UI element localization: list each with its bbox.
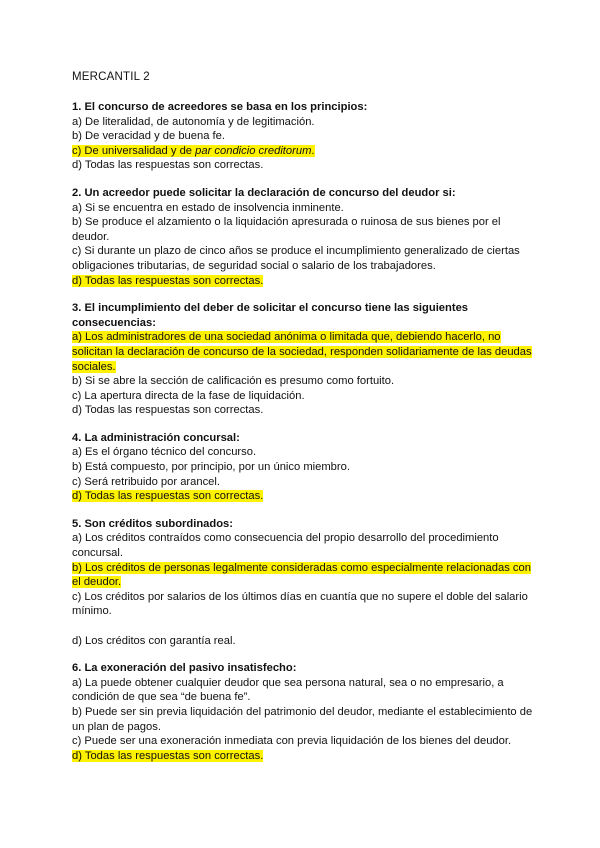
highlighted-answer: d) Todas las respuestas son correctas. (72, 274, 264, 287)
highlighted-answer: b) Los créditos de personas legalmente consideradas como especialmente relacionadas con el deudor. (72, 561, 531, 589)
answer-c: c) Será retribuido por arancel. (72, 475, 220, 488)
question-4 (72, 431, 534, 504)
answer-c: c) Si durante un plazo de cinco años se produce el incumplimiento generalizado de ciertas obligaciones tributarias, de seguridad social o salario de los trabajadores. (72, 245, 520, 272)
question-6 (72, 661, 534, 763)
answer-d: d) Todas las respuestas son correctas. (72, 159, 264, 172)
answer-c: c) Los créditos por salarios de los últimos días en cuantía que no supere el doble del salario mínimo. (72, 590, 528, 618)
answer-c-italic: par condicio creditorum (195, 144, 312, 157)
question-2 (72, 186, 534, 288)
highlighted-answer: d) Todas las respuestas son correctas. (72, 749, 264, 762)
answer-a: a) La puede obtener cualquier deudor que sea persona natural, sea o no empresario, a condición de que sea “de buena fe”. (72, 676, 504, 704)
answer-d: d) Los créditos con garantía real. (72, 634, 236, 647)
answer-b (72, 561, 534, 590)
question-title: 6. La exoneración del pasivo insatisfecho: (72, 662, 297, 675)
question-3 (72, 301, 534, 418)
answer-d (72, 749, 534, 764)
question-title: 5. Son créditos subordinados: (72, 517, 233, 530)
answer-a (72, 330, 534, 374)
answer-a: a) Los créditos contraídos como consecuencia del propio desarrollo del procedimiento concursal. (72, 532, 499, 560)
question-list (72, 100, 534, 776)
blank-line (72, 619, 534, 634)
question-title: 2. Un acreedor puede solicitar la declaración de concurso del deudor si: (72, 186, 456, 199)
answer-c: c) La apertura directa de la fase de liquidación. (72, 389, 305, 402)
answer-b: b) De veracidad y de buena fe. (72, 130, 225, 143)
highlighted-answer (72, 145, 315, 157)
document-title: MERCANTIL 2 (72, 71, 150, 83)
question-title: 3. El incumplimiento del deber de solicitar el concurso tiene las siguientes consecuencias: (72, 302, 469, 329)
answer-c: c) Puede ser una exoneración inmediata con previa liquidación de los bienes del deudor. (72, 735, 512, 748)
question-title: 4. La administración concursal: (72, 431, 240, 444)
answer-b: b) Puede ser sin previa liquidación del patrimonio del deudor, mediante el establecimiento de un plan de pagos. (72, 705, 533, 733)
question-1 (72, 100, 534, 173)
answer-c-text: c) De universalidad y de (72, 144, 196, 157)
answer-a: a) Si se encuentra en estado de insolvencia inminente. (72, 201, 344, 214)
answer-b: b) Si se abre la sección de calificación es presumo como fortuito. (72, 375, 395, 388)
answer-a: a) De literalidad, de autonomía y de legitimación. (72, 115, 315, 128)
answer-d (72, 489, 534, 504)
highlighted-answer: d) Todas las respuestas son correctas. (72, 490, 264, 503)
highlighted-answer: a) Los administradores de una sociedad anónima o limitada que, debiendo hacerlo, no solicitan la declaración de concurso de la sociedad, responden solidariamente de las deudas sociales. (72, 331, 532, 373)
answer-c-suffix: . (311, 144, 315, 157)
answer-d: d) Todas las respuestas son correctas. (72, 404, 264, 417)
answer-a: a) Es el órgano técnico del concurso. (72, 446, 257, 459)
answer-b: b) Se produce el alzamiento o la liquidación apresurada o ruinosa de sus bienes por el deudor. (72, 216, 501, 243)
answer-b: b) Está compuesto, por principio, por un único miembro. (72, 461, 350, 474)
question-5 (72, 517, 534, 648)
answer-c (72, 144, 534, 159)
answer-d (72, 274, 534, 289)
question-title: 1. El concurso de acreedores se basa en los principios: (72, 101, 368, 113)
